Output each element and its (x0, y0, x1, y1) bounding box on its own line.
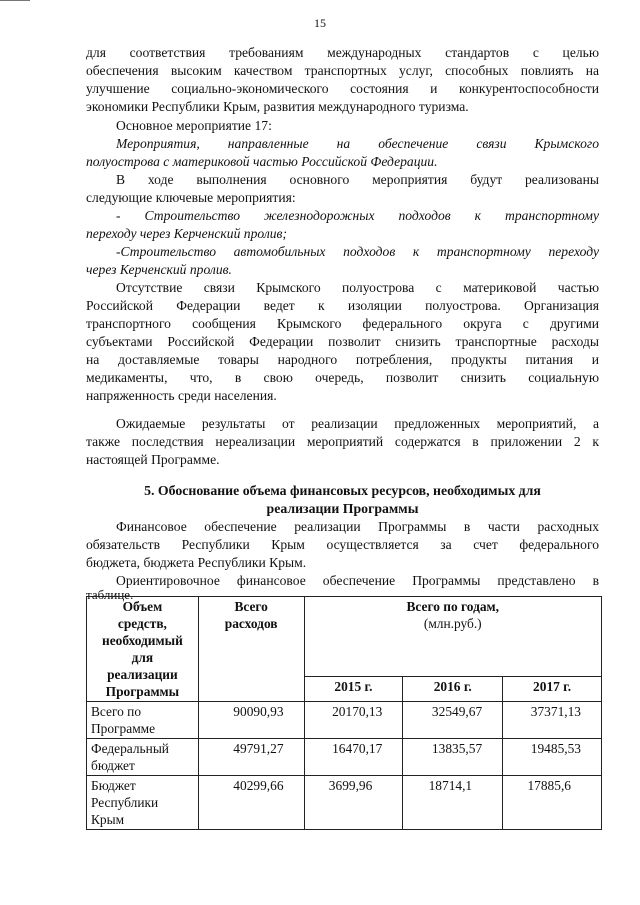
section-heading-line: 5. Обоснование объема финансовых ресурсов, необходимых для (144, 483, 541, 498)
list-item-line: переходу через Керченский пролив; (86, 226, 287, 241)
cell-2016: 13835,57 (403, 739, 503, 776)
finance-table (86, 596, 602, 830)
page-corner-mark (0, 0, 30, 5)
table-row (87, 739, 602, 776)
cell-total: 49791,27 (198, 739, 304, 776)
paragraph-line: Российской Федерации ведет к изоляции полуострова. Организация (86, 298, 599, 313)
column-header-2015: 2015 г. (304, 677, 403, 702)
cell-2015: 20170,13 (304, 702, 403, 739)
paragraph-line: обязательств Республики Крым осуществляется за счет федерального (86, 537, 599, 552)
paragraph-line: следующие ключевые мероприятия: (86, 190, 296, 205)
cell-2017: 37371,13 (503, 702, 602, 739)
paragraph-line: обеспечения высоким качеством транспортных услуг, способных повлиять на (86, 63, 599, 78)
paragraph-line: Ориентировочное финансовое обеспечение Программы представлено в (116, 573, 599, 588)
paragraph-line: таблице. (86, 587, 134, 602)
paragraph-line: экономики Республики Крым, развития международного туризма. (86, 99, 469, 114)
column-header-years-group: Всего по годам, (млн.руб.) (304, 597, 601, 677)
cell-2016: 18714,1 (403, 776, 503, 830)
column-header-2016: 2016 г. (403, 677, 503, 702)
cell-total: 40299,66 (198, 776, 304, 830)
cell-2015: 3699,96 (304, 776, 403, 830)
paragraph-line: улучшение социально-экономического состояния и конкурентоспособности (86, 81, 599, 96)
row-label: Федеральный бюджет (87, 739, 199, 776)
event-title-line: Мероприятия, направленные на обеспечение связи Крымского (116, 136, 599, 151)
cell-2015: 16470,17 (304, 739, 403, 776)
paragraph-line: транспортного сообщения Крымского федерального округа с другими (86, 316, 599, 331)
table-row (87, 776, 602, 830)
paragraph-line: для соответствия требованиям международных стандартов с целью (86, 45, 599, 60)
list-item-line: -Строительство автомобильных подходов к транспортному переходу (116, 244, 599, 259)
paragraph-line: В ходе выполнения основного мероприятия будут реализованы (116, 172, 599, 187)
list-item-line: через Керченский пролив. (86, 262, 232, 277)
cell-total: 90090,93 (198, 702, 304, 739)
column-header-total: Всего расходов (198, 597, 304, 702)
paragraph-line: на доставляемые товары народного потребления, продукты питания и (86, 352, 599, 367)
column-header-volume: Объем средств, необходимый для реализации Программы (87, 597, 199, 702)
paragraph-line: напряженность среди населения. (86, 388, 277, 403)
paragraph-line: бюджета, бюджета Республики Крым. (86, 555, 307, 570)
paragraph-line: Финансовое обеспечение реализации Программы в части расходных (116, 519, 599, 534)
paragraph-line: субъектами Российской Федерации позволит снизить транспортные расходы (86, 334, 599, 349)
paragraph-line: настоящей Программе. (86, 452, 220, 467)
table-header-row (87, 597, 602, 677)
row-label: Бюджет Республики Крым (87, 776, 199, 830)
cell-2016: 32549,67 (403, 702, 503, 739)
paragraph-line: медикаменты, что, в свою очередь, позволит снизить социальную (86, 370, 599, 385)
paragraph-line: также последствия нереализации мероприятий содержатся в приложении 2 к (86, 434, 599, 449)
list-item-line: - Строительство железнодорожных подходов к транспортному (116, 208, 599, 223)
page-number: 15 (314, 16, 326, 30)
column-header-2017: 2017 г. (503, 677, 602, 702)
cell-2017: 19485,53 (503, 739, 602, 776)
table-row (87, 702, 602, 739)
event-label: Основное мероприятие 17: (116, 118, 272, 133)
row-label: Всего по Программе (87, 702, 199, 739)
paragraph-line: Ожидаемые результаты от реализации предложенных мероприятий, а (116, 416, 599, 431)
event-title-line: полуострова с материковой частью Российской Федерации. (86, 154, 438, 169)
section-heading-line: реализации Программы (266, 501, 419, 516)
paragraph-line: Отсутствие связи Крымского полуострова с материковой частью (116, 280, 599, 295)
cell-2017: 17885,6 (503, 776, 602, 830)
